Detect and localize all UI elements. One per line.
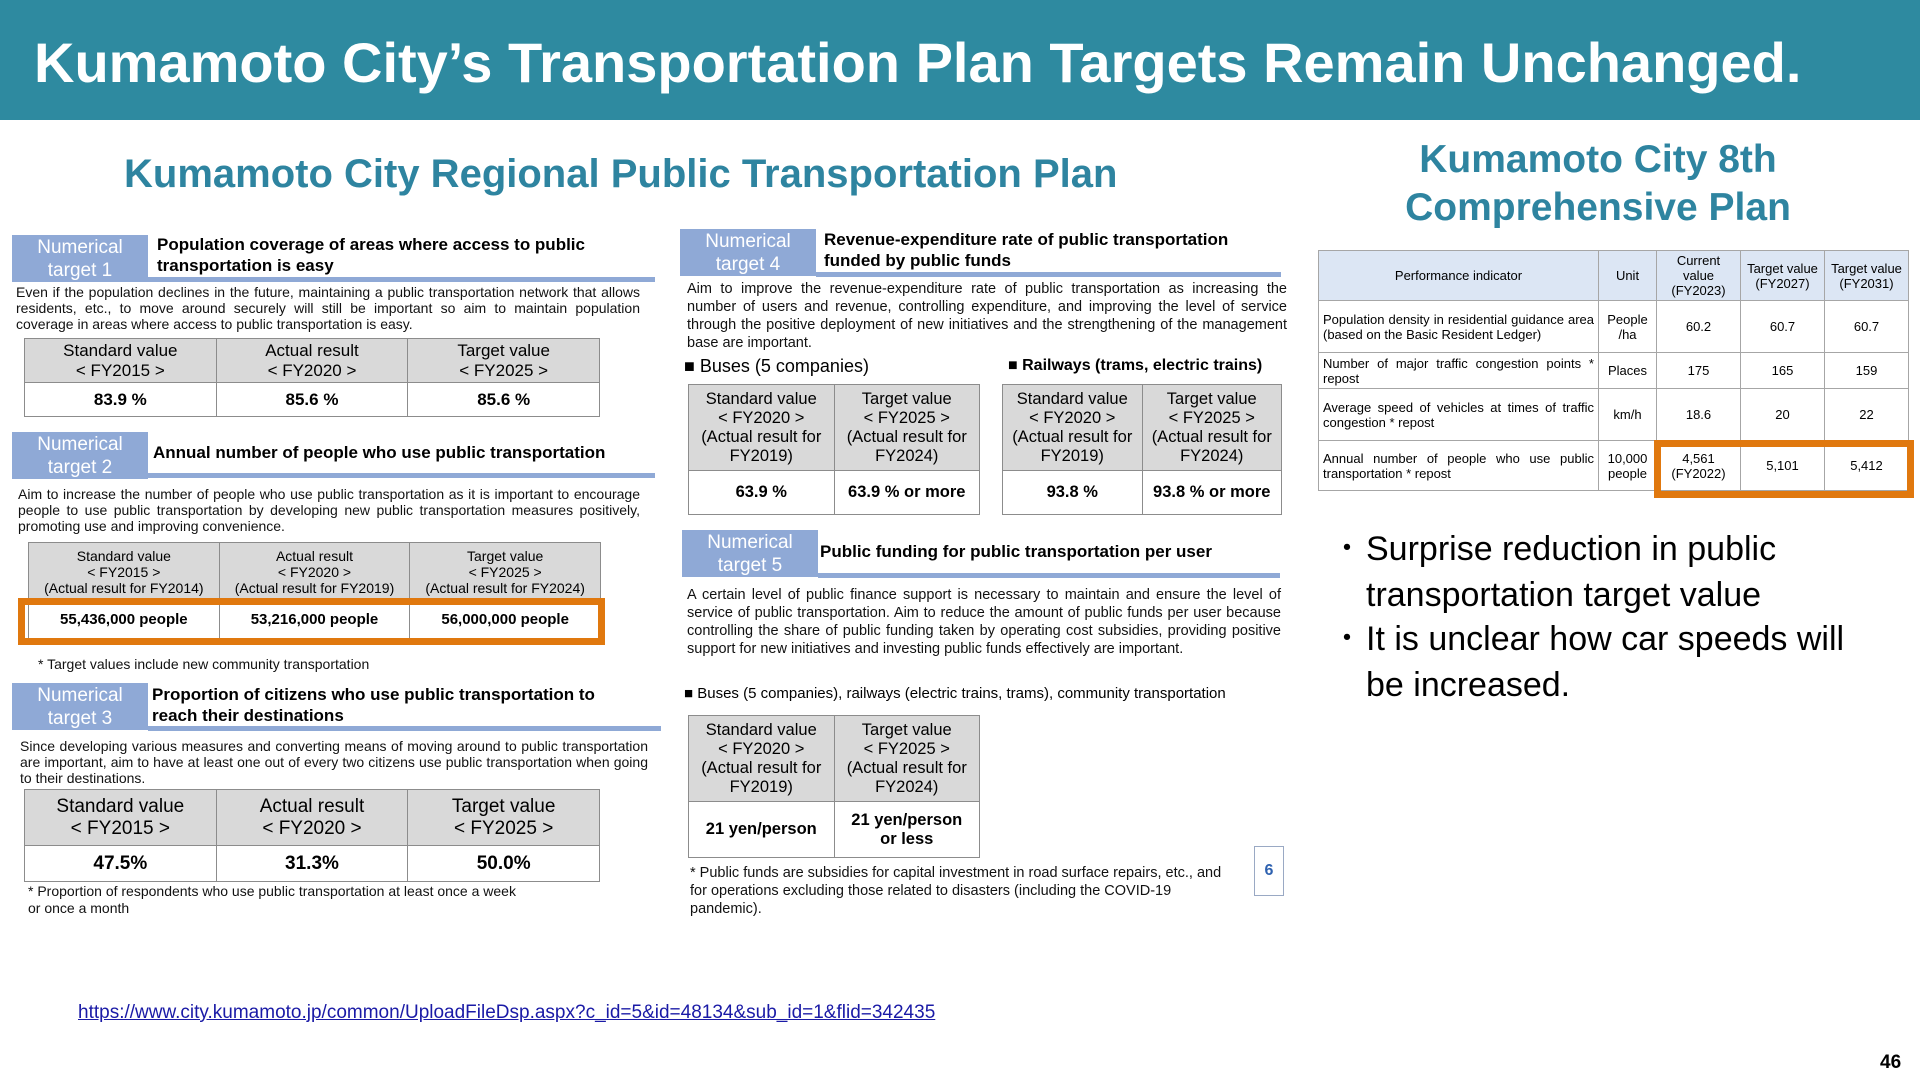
- plan-row: [1319, 389, 1909, 441]
- plan-cell: Population density in residential guidance area (based on the Basic Resident Ledger): [1319, 301, 1599, 353]
- plan-header-cell: Target value (FY2031): [1825, 251, 1909, 301]
- plan-cell: 4,561 (FY2022): [1657, 441, 1741, 491]
- plan-cell: 60.7: [1825, 301, 1909, 353]
- plan-header-cell: Unit: [1599, 251, 1657, 301]
- target4-bus-header-cell: Target value < FY2025 > (Actual result for FY2024): [834, 385, 980, 471]
- plan-cell: Number of major traffic congestion points * repost: [1319, 353, 1599, 389]
- target2-value-cell: 53,216,000 people: [219, 601, 410, 639]
- plan-cell: 10,000 people: [1599, 441, 1657, 491]
- right-section-title-line1: Kumamoto City 8th: [1419, 138, 1777, 181]
- right-section-title-line2: Comprehensive Plan: [1405, 186, 1791, 229]
- target5-value-cell: 21 yen/person: [689, 802, 835, 858]
- target2-underline: [148, 473, 655, 478]
- plan-cell: Average speed of vehicles at times of traffic congestion * repost: [1319, 389, 1599, 441]
- target5-label-line1: Numerical: [707, 532, 793, 553]
- target4-label-line1: Numerical: [705, 231, 791, 252]
- target2-header-cell: Target value < FY2025 > (Actual result for FY2024): [410, 543, 601, 601]
- plan-cell: 165: [1741, 353, 1825, 389]
- target1-label: [12, 235, 148, 282]
- target3-label: [12, 683, 148, 730]
- plan-cell: 5,412: [1825, 441, 1909, 491]
- target2-label-line2: target 2: [47, 457, 113, 478]
- target4-bus-table: [688, 384, 980, 515]
- left-section-title: Kumamoto City Regional Public Transportation Plan: [124, 152, 1118, 196]
- target2-note: * Target values include new community transportation: [38, 656, 370, 672]
- target3-header-cell: Actual result < FY2020 >: [216, 790, 408, 846]
- target3-header-cell: Target value < FY2025 >: [408, 790, 600, 846]
- target4-title-line1: Revenue-expenditure rate of public transportation: [824, 230, 1229, 249]
- plan-cell: 60.2: [1657, 301, 1741, 353]
- target5-value-cell: 21 yen/person or less: [834, 802, 980, 858]
- target4-bus-header-cell: Standard value < FY2020 > (Actual result for FY2019): [689, 385, 835, 471]
- target3-title-line1: Proportion of citizens who use public transportation to: [152, 685, 595, 704]
- target4-rail-header-cell: Target value < FY2025 > (Actual result for FY2024): [1142, 385, 1282, 471]
- plan-cell: People /ha: [1599, 301, 1657, 353]
- target4-label-line2: target 4: [715, 254, 781, 275]
- target1-value-cell: 85.6 %: [216, 383, 408, 417]
- target3-underline: [148, 726, 661, 731]
- target4-description: Aim to improve the revenue-expenditure rate of public transportation as increasing the number of users and revenue, controlling expenditure, and improving the level of service through the positive deployment of new initiatives and the strengthening of the management base are important.: [687, 281, 1287, 351]
- target4-title-line2: funded by public funds: [824, 251, 1011, 270]
- target4-rail-label: ■ Railways (trams, electric trains): [1008, 357, 1263, 374]
- target4-bus-value-cell: 63.9 % or more: [834, 471, 980, 515]
- bullet-item: [1330, 616, 1910, 708]
- target4-rail-value-cell: 93.8 %: [1003, 471, 1143, 515]
- bullet-text: Surprise reduction in public transportation target value: [1366, 530, 1777, 614]
- target2-header-cell: Actual result < FY2020 > (Actual result for FY2019): [219, 543, 410, 601]
- target4-rail-header-cell: Standard value < FY2020 > (Actual result for FY2019): [1003, 385, 1143, 471]
- target2-label-line1: Numerical: [37, 434, 123, 455]
- target4-title: [824, 229, 1284, 271]
- bullet-list: [1330, 526, 1910, 708]
- target4-buses-label: ■ Buses (5 companies): [684, 356, 869, 376]
- target4-rail-value-cell: 93.8 % or more: [1142, 471, 1282, 515]
- target3-header-cell: Standard value < FY2015 >: [25, 790, 217, 846]
- plan-cell: 20: [1741, 389, 1825, 441]
- target3-label-line2: target 3: [47, 708, 113, 729]
- target5-header-cell: Target value < FY2025 > (Actual result for FY2024): [834, 716, 980, 802]
- target1-description: Even if the population declines in the future, maintaining a public transportation network that allows residents, etc., to move around securely will still be important so aim to maintain population coverage in areas where access to public transportation is easy.: [16, 284, 640, 332]
- target5-title: Public funding for public transportation per user: [820, 542, 1212, 561]
- plan-row: [1319, 301, 1909, 353]
- plan-cell: 5,101: [1741, 441, 1825, 491]
- target3-note: [28, 883, 628, 917]
- target2-highlight-box: [18, 598, 605, 645]
- page-number: 46: [1880, 1052, 1902, 1073]
- bullet-text: It is unclear how car speeds will be increased.: [1366, 620, 1845, 704]
- plan-cell: Places: [1599, 353, 1657, 389]
- target2-value-cell: 56,000,000 people: [410, 601, 601, 639]
- target1-header-cell: Target value < FY2025 >: [408, 339, 600, 383]
- target4-bus-value-cell: 63.9 %: [689, 471, 835, 515]
- target3-note-line1: * Proportion of respondents who use public transportation at least once a week: [28, 883, 516, 899]
- target1-title-line2: transportation is easy: [157, 256, 334, 275]
- target1-underline: [148, 277, 655, 282]
- target3-title: [152, 684, 652, 726]
- plan-cell: 159: [1825, 353, 1909, 389]
- target3-title-line2: reach their destinations: [152, 706, 344, 725]
- target3-label-line1: Numerical: [37, 685, 123, 706]
- target5-label: [682, 530, 818, 577]
- target1-value-cell: 85.6 %: [408, 383, 600, 417]
- target5-description: A certain level of public finance support is necessary to maintain and ensure the level of service of public transportation. Aim to reduce the amount of public funds per user because controlling the share of public funding taken by operating cost subsidies, providing positive support for new initiatives and investing public funds effectively are important.: [687, 587, 1281, 657]
- plan-cell: km/h: [1599, 389, 1657, 441]
- target5-header-cell: Standard value < FY2020 > (Actual result for FY2019): [689, 716, 835, 802]
- inner-page-number: 6: [1254, 846, 1284, 896]
- plan-header-cell: Current value (FY2023): [1657, 251, 1741, 301]
- target2-description: Aim to increase the number of people who use public transportation as it is important to encourage people to use public transportation by developing new public transportation measures positively, promoting use and improving convenience.: [18, 486, 640, 534]
- plan-cell: 175: [1657, 353, 1741, 389]
- right-section-title: [1318, 136, 1878, 232]
- target1-header-cell: Actual result < FY2020 >: [216, 339, 408, 383]
- target4-rail-table: [1002, 384, 1282, 515]
- target2-label: [12, 432, 148, 479]
- plan-highlight-box: [1654, 440, 1914, 498]
- target1-title: [157, 234, 657, 276]
- target2-header-cell: Standard value < FY2015 > (Actual result for FY2014): [29, 543, 220, 601]
- target5-scope: ■ Buses (5 companies), railways (electric trains, trams), community transportation: [684, 685, 1226, 702]
- target3-value-cell: 50.0%: [408, 846, 600, 882]
- plan-cell: 60.7: [1741, 301, 1825, 353]
- plan-cell: 22: [1825, 389, 1909, 441]
- plan-header-cell: Target value (FY2027): [1741, 251, 1825, 301]
- plan-row: [1319, 353, 1909, 389]
- target5-table: [688, 715, 980, 858]
- target2-title: Annual number of people who use public transportation: [153, 443, 606, 462]
- target1-label-line2: target 1: [47, 260, 113, 281]
- plan-header-cell: Performance indicator: [1319, 251, 1599, 301]
- target3-value-cell: 31.3%: [216, 846, 408, 882]
- target3-table: [24, 789, 600, 882]
- bullet-marker: ・: [1330, 620, 1364, 658]
- target5-note: * Public funds are subsidies for capital investment in road surface repairs, etc., and for operations excluding those related to disasters (including the COVID-19 pandemic).: [690, 865, 1222, 917]
- target3-description: Since developing various measures and converting means of moving around to public transportation are important, aim to have at least one out of every two citizens use public transportation when going to their destinations.: [20, 738, 648, 786]
- target5-underline: [818, 573, 1280, 578]
- slide-title: Kumamoto City’s Transportation Plan Targets Remain Unchanged.: [34, 31, 1802, 94]
- plan-cell: 18.6: [1657, 389, 1741, 441]
- target1-title-line1: Population coverage of areas where access to public: [157, 235, 585, 254]
- source-link[interactable]: https://www.city.kumamoto.jp/common/UploadFileDsp.aspx?c_id=5&id=48134&sub_id=1&flid=342435: [78, 1002, 936, 1023]
- target1-label-line1: Numerical: [37, 237, 123, 258]
- target4-underline: [816, 272, 1281, 277]
- target1-table: [24, 338, 600, 417]
- bullet-marker: ・: [1330, 530, 1364, 568]
- bullet-item: [1330, 526, 1910, 618]
- target2-value-cell: 55,436,000 people: [29, 601, 220, 639]
- target1-header-cell: Standard value < FY2015 >: [25, 339, 217, 383]
- target3-note-line2: or once a month: [28, 900, 130, 916]
- target5-label-line2: target 5: [717, 555, 783, 576]
- target4-label: [680, 229, 816, 276]
- plan-cell: Annual number of people who use public transportation * repost: [1319, 441, 1599, 491]
- target1-value-cell: 83.9 %: [25, 383, 217, 417]
- target3-value-cell: 47.5%: [25, 846, 217, 882]
